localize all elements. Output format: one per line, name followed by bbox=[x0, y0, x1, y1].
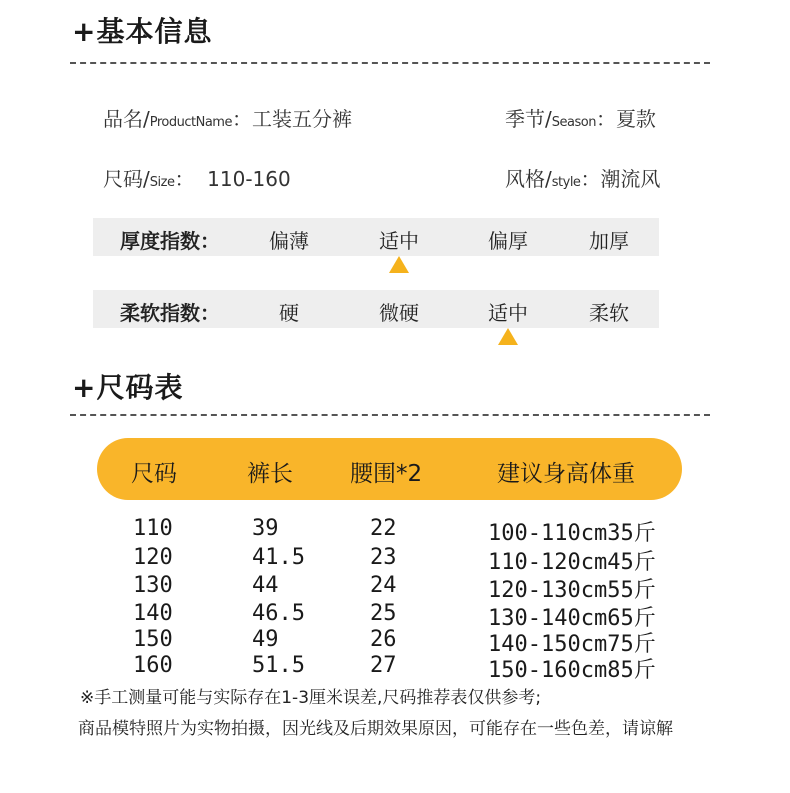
style-row bbox=[505, 163, 660, 192]
season-label: 季节/ bbox=[505, 107, 552, 131]
thickness-option: 适中 bbox=[379, 229, 419, 253]
season-value: 夏款 bbox=[615, 107, 656, 131]
table-cell: 110 bbox=[133, 516, 173, 541]
header-size: 尺码 bbox=[131, 461, 177, 487]
table-cell: 150 bbox=[133, 627, 173, 652]
table-cell: 27 bbox=[370, 653, 397, 678]
softness-indicator-triangle bbox=[498, 328, 518, 345]
table-cell: 39 bbox=[252, 516, 279, 541]
table-cell: 120 bbox=[133, 545, 173, 570]
table-cell: 26 bbox=[370, 627, 397, 652]
table-cell: 160 bbox=[133, 653, 173, 678]
size-sep: ： bbox=[174, 167, 195, 191]
softness-option: 柔软 bbox=[589, 301, 629, 325]
style-sep: ： bbox=[580, 167, 601, 191]
thickness-option: 偏薄 bbox=[269, 229, 309, 253]
style-value: 潮流风 bbox=[600, 167, 661, 191]
size-value: 110-160 bbox=[207, 167, 291, 191]
table-cell: 23 bbox=[370, 545, 397, 570]
measurement-note: ※手工测量可能与实际存在1-3厘米误差,尺码推荐表仅供参考; bbox=[80, 688, 542, 708]
product-name-row bbox=[103, 103, 352, 132]
table-cell: 150-160cm85斤 bbox=[488, 658, 656, 683]
style-label-en: style bbox=[551, 175, 581, 190]
softness-option: 硬 bbox=[279, 301, 299, 325]
table-cell: 110-120cm45斤 bbox=[488, 550, 656, 575]
table-cell: 46.5 bbox=[252, 601, 305, 626]
thickness-option: 加厚 bbox=[589, 229, 629, 253]
season-row bbox=[505, 103, 656, 132]
thickness-option: 偏厚 bbox=[488, 229, 528, 253]
table-cell: 25 bbox=[370, 601, 397, 626]
product-name-label: 品名/ bbox=[103, 107, 150, 131]
table-cell: 130-140cm65斤 bbox=[488, 606, 656, 631]
size-label-en: Size bbox=[149, 175, 175, 190]
size-chart-title: +尺码表 bbox=[72, 371, 184, 404]
softness-option: 微硬 bbox=[379, 301, 419, 325]
divider bbox=[70, 62, 710, 64]
softness-label: 柔软指数： bbox=[120, 301, 220, 325]
table-cell: 100-110cm35斤 bbox=[488, 521, 656, 546]
style-label: 风格/ bbox=[505, 167, 552, 191]
table-cell: 130 bbox=[133, 573, 173, 598]
thickness-label: 厚度指数： bbox=[120, 229, 220, 253]
softness-option: 适中 bbox=[488, 301, 528, 325]
product-name-label-en: ProductName bbox=[149, 115, 232, 130]
divider bbox=[70, 414, 710, 416]
basic-info-title: +基本信息 bbox=[72, 15, 213, 48]
table-cell: 140 bbox=[133, 601, 173, 626]
table-cell: 24 bbox=[370, 573, 397, 598]
size-label: 尺码/ bbox=[103, 167, 150, 191]
thickness-indicator-triangle bbox=[389, 256, 409, 273]
header-height-weight: 建议身高体重 bbox=[497, 461, 635, 487]
table-cell: 120-130cm55斤 bbox=[488, 578, 656, 603]
product-name-sep: ： bbox=[231, 107, 252, 131]
color-disclaimer: 商品模特照片为实物拍摄，因光线及后期效果原因，可能存在一些色差，请谅解 bbox=[78, 719, 673, 739]
product-name-value: 工装五分裤 bbox=[251, 107, 352, 131]
header-waist: 腰围*2 bbox=[350, 461, 423, 487]
season-sep: ： bbox=[595, 107, 616, 131]
header-length: 裤长 bbox=[247, 461, 293, 487]
table-cell: 51.5 bbox=[252, 653, 305, 678]
size-row bbox=[103, 163, 291, 192]
table-cell: 22 bbox=[370, 516, 397, 541]
table-cell: 140-150cm75斤 bbox=[488, 632, 656, 657]
table-cell: 49 bbox=[252, 627, 279, 652]
table-cell: 44 bbox=[252, 573, 279, 598]
season-label-en: Season bbox=[551, 115, 596, 130]
table-cell: 41.5 bbox=[252, 545, 305, 570]
